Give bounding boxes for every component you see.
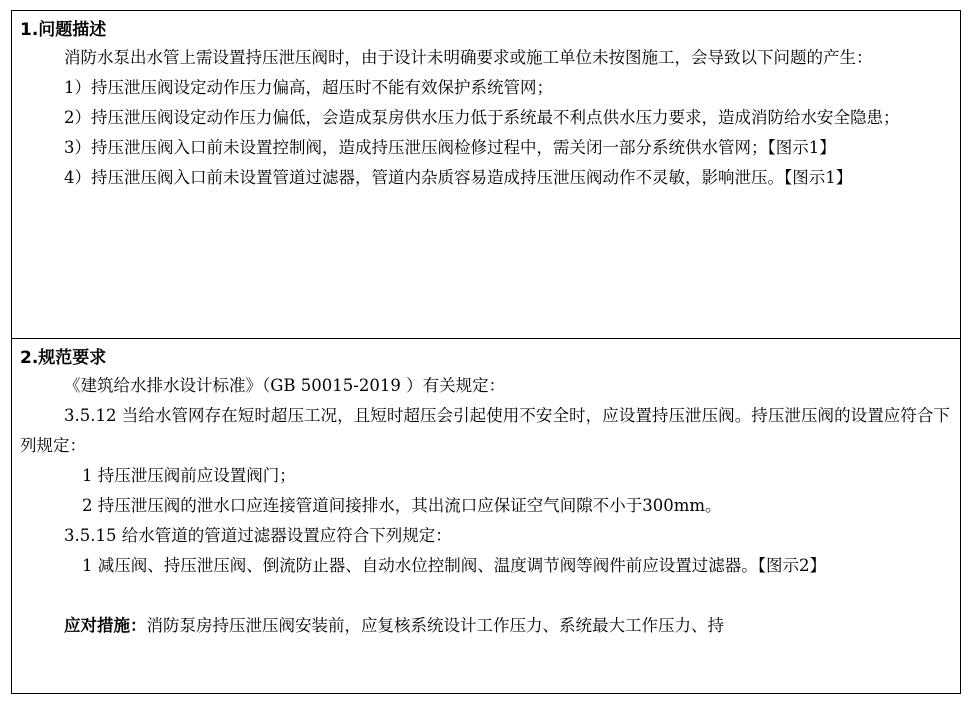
section2-heading: 2.规范要求: [20, 348, 107, 368]
clause-3-5-15: 3.5.15 给水管道的管道过滤器设置应符合下列规定：: [64, 526, 452, 545]
measures-text: 消防泵房持压泄压阀安装前，应复核系统设计工作压力、系统最大工作压力、持: [146, 616, 724, 635]
problem-description-cell: [12, 11, 960, 339]
spacer: [12, 581, 960, 611]
measures-label: 应对措施：: [64, 616, 147, 635]
section1-intro: 消防水泵出水管上需设置持压泄压阀时，由于设计未明确要求或施工单位未按图施工，会导致以下问题的产生：: [64, 48, 873, 67]
clause-3-5-12: 3.5.12 当给水管网存在短时超压工况，且短时超压会引起使用不安全时，应设置持压泄压阀。持压泄压阀的设置应符合下列规定：: [20, 406, 950, 455]
clause-3-5-12-item-1: 1 持压泄压阀前应设置阀门；: [82, 466, 296, 485]
section1-heading: 1.问题描述: [20, 20, 107, 40]
section1-item-3: 3）持压泄压阀入口前未设置控制阀，造成持压泄压阀检修过程中，需关闭一部分系统供水管网；【图示1】: [64, 138, 836, 157]
specification-cell: [12, 339, 960, 693]
measures-paragraph: [12, 611, 960, 641]
section1-item-1: 1）持压泄压阀设定动作压力偏高，超压时不能有效保护系统管网；: [64, 78, 553, 97]
document-table: [11, 10, 961, 694]
section1-item-4: 4）持压泄压阀入口前未设置管道过滤器，管道内杂质容易造成持压泄压阀动作不灵敏，影响泄压。【图示1】: [64, 168, 853, 187]
section1-item-2: 2）持压泄压阀设定动作压力偏低，会造成泵房供水压力低于系统最不利点供水压力要求，造成消防给水安全隐患；: [64, 108, 900, 127]
standard-title: 《建筑给水排水设计标准》（GB 50015-2019 ）有关规定：: [64, 376, 506, 395]
clause-3-5-15-item-1: 1 减压阀、持压泄压阀、倒流防止器、自动水位控制阀、温度调节阀等阀件前应设置过滤器。【图示2】: [82, 556, 826, 575]
clause-3-5-12-item-2: 2 持压泄压阀的泄水口应连接管道间接排水，其出流口应保证空气间隙不小于300mm。: [82, 496, 722, 515]
